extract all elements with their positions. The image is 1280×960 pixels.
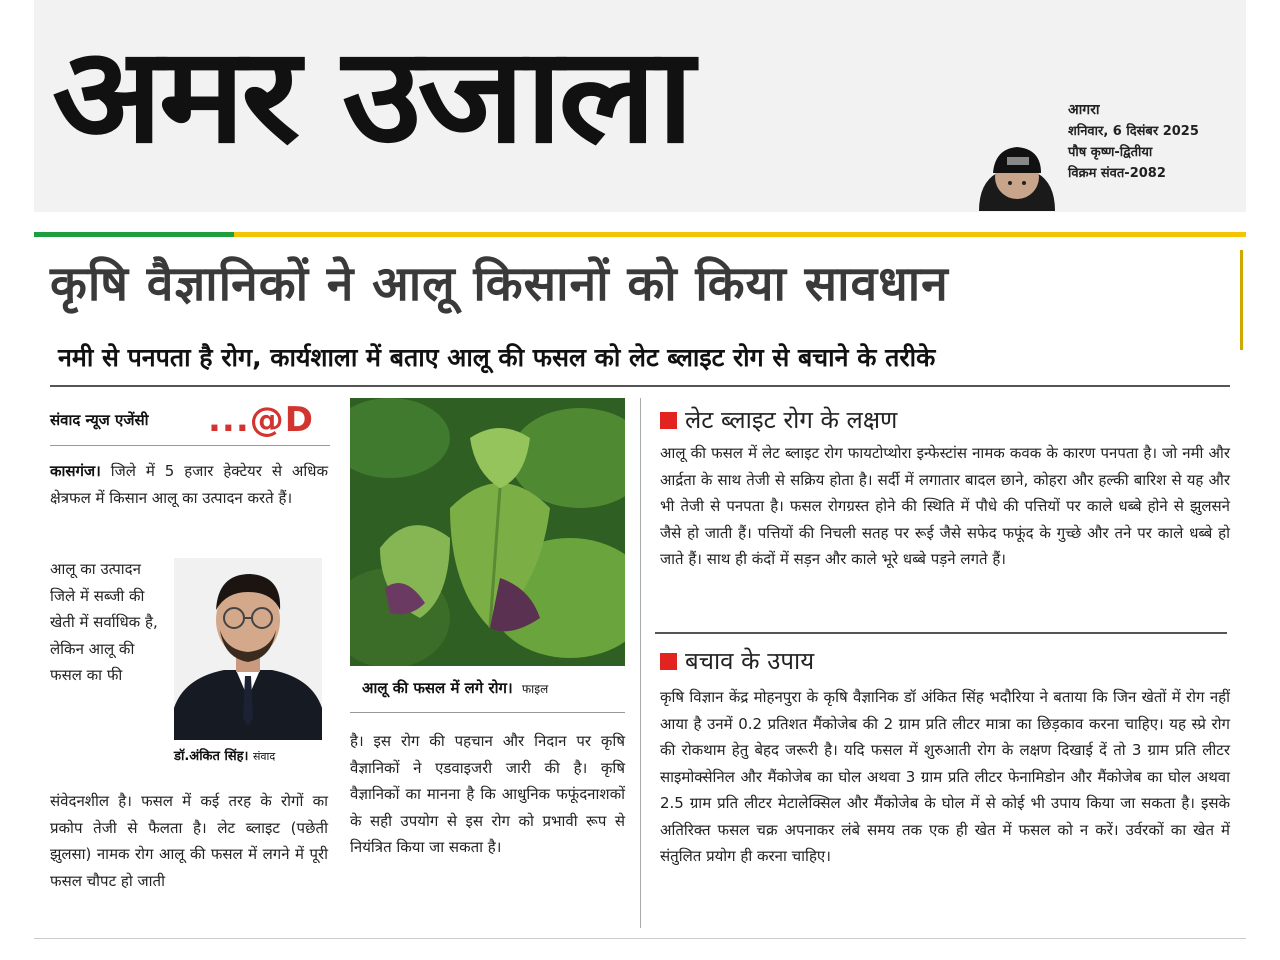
column1-continued: संवेदनशील है। फसल में कई तरह के रोगों का प्रकोप तेजी से फैलता है। लेट ब्लाइट (पछेती झुलसा) नामक रोग आलू की फसल में लगने में पूरी फसल चौपट हो जाती	[50, 792, 328, 890]
section1-heading	[660, 403, 897, 436]
newspaper-logo: अमर उजाला	[52, 19, 690, 173]
article-byline: संवाद न्यूज एजेंसी	[50, 411, 149, 429]
section1-title: लेट ब्लाइट रोग के लक्षण	[685, 406, 898, 434]
page-bottom-rule	[34, 938, 1246, 939]
section-bullet-icon	[660, 412, 677, 429]
portrait-person-icon	[174, 558, 322, 740]
diseased-leaf-icon	[350, 398, 625, 666]
photo-caption-text: आलू की फसल में लगे रोग।	[362, 679, 513, 697]
byline-rule	[50, 445, 330, 446]
edition-dateline	[1068, 100, 1199, 184]
watermark-text: ...@D	[208, 400, 314, 440]
photo-caption-source: फाइल	[521, 682, 549, 696]
edition-tithi: पौष कृष्ण-द्वितीया	[1068, 145, 1153, 160]
column2-text: है। इस रोग की पहचान और निदान पर कृषि वैज्ञानिकों ने एडवाइजरी जारी की है। कृषि वैज्ञानिकों का मानना है कि आधुनिक फफूंदनाशकों के सही उपयोग से इस रोग को प्रभावी रूप से नियंत्रित किया जा सकता है।	[350, 732, 625, 856]
article-headline: कृषि वैज्ञानिकों ने आलू किसानों को किया सावधान	[50, 256, 949, 312]
edition-samvat: विक्रम संवत-2082	[1068, 166, 1166, 181]
section-divider	[655, 632, 1227, 634]
portrait-photo	[174, 558, 322, 740]
article-subheadline: नमी से पनपता है रोग, कार्यशाला में बताए आलू की फसल को लेट ब्लाइट रोग से बचाने के तरीके	[58, 343, 936, 372]
column1-intro	[50, 458, 328, 511]
page-edge-rule	[1240, 250, 1243, 350]
mascot-avatar-icon	[975, 143, 1059, 211]
section2-text: कृषि विज्ञान केंद्र मोहनपुरा के कृषि वैज्ञानिक डॉ अंकित सिंह भदौरिया ने बताया कि जिन खेतों में रोग नहीं आया है उनमें 0.2 प्रतिशत मैंकोजेब की 2 ग्राम प्रति लीटर मात्रा का छिड़काव करना चाहिए। यह स्प्रे रोग की रोकथाम हेतु बेहद जरूरी है। यदि फसल में शुरुआती रोग के लक्षण दिखाई दें तो 3 ग्राम प्रति लीटर साइमोक्सेनिल और मैंकोजेब का घोल अथवा 3 ग्राम प्रति लीटर फेनामिडोन और मैंकोजेब का घोल अथवा 2.5 ग्राम प्रति लीटर मेटालेक्सिल और मैंकोजेब के घोल में से कोई भी उपाय किया जा सकता है। इसके अतिरिक्त फसल चक्र अपनाकर लंबे समय तक एक ही खेत में फसल को न करें। उर्वरकों का खेत में संतुलित प्रयोग ही करना चाहिए।	[660, 688, 1230, 865]
photo-caption-rule	[350, 712, 625, 713]
section1-text: आलू की फसल में लेट ब्लाइट रोग फायटोप्थोरा इन्फेस्टांस नामक कवक के कारण पनपता है। जो नमी और आर्द्रता के साथ तेजी से सक्रिय होता है। सर्दी में लगातार बादल छाने, कोहरा और हल्की बारिश से यह और भी तेजी से पनपता है। फसल रोगग्रस्त होने की स्थिति में पौधे की पत्तियों पर काले धब्बे होने से झुलसने जैसे हो जाती हैं। पत्तियों की निचली सतह पर रूई जैसे सफेद फफूंद के गुच्छे और तने पर काले धब्बे हो जाते हैं। साथ ही कंदों में सड़न और काले भूरे धब्बे पड़ने लगते हैं।	[660, 444, 1230, 568]
portrait-caption	[174, 746, 334, 764]
dateline-place: कासगंज।	[50, 462, 101, 480]
portrait-caption-name: डॉ.अंकित सिंह।	[174, 749, 249, 764]
column1-wrap-text: आलू का उत्पादन जिले में सब्जी की खेती में सर्वाधिक है, लेकिन आलू की फसल का फी	[50, 560, 158, 684]
edition-city: आगरा	[1068, 102, 1100, 118]
section-bullet-icon	[660, 653, 677, 670]
section2-title: बचाव के उपाय	[685, 647, 815, 675]
column1-intro-text: जिले में 5 हजार हेक्टेयर से अधिक क्षेत्रफल में किसान आलू का उत्पादन करते हैं।	[50, 462, 328, 507]
portrait-caption-source: संवाद	[253, 750, 276, 763]
crop-photo	[350, 398, 625, 666]
section2-heading	[660, 644, 814, 677]
column-divider	[640, 398, 641, 928]
edition-date: शनिवार, 6 दिसंबर 2025	[1068, 124, 1199, 139]
header-stripe-accent	[34, 232, 234, 237]
photo-caption	[362, 678, 548, 698]
headline-divider	[50, 385, 1230, 387]
